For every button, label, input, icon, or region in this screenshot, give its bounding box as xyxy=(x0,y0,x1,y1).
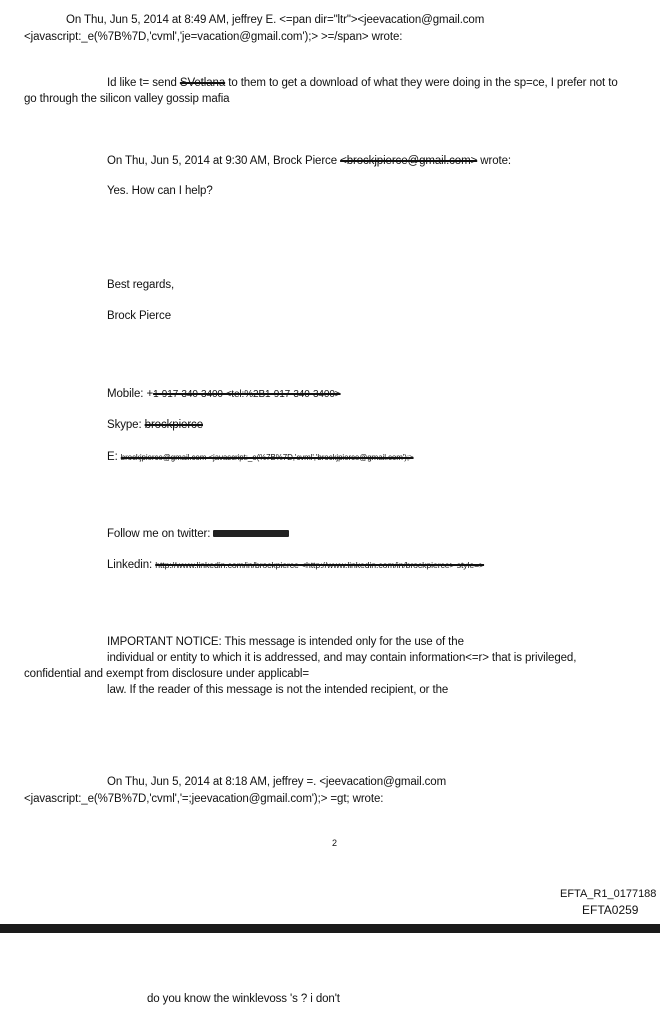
next-page-text: do you know the winklevoss 's ? i don't xyxy=(147,993,340,1005)
email-label: E: xyxy=(107,451,121,463)
redacted-linkedin: http://www.linkedin.com/in/brockpierce <http://www.linkedin.com/in/brockpierce> style=> xyxy=(155,560,485,570)
bates-number-2: EFTA0259 xyxy=(582,903,639,917)
redacted-twitter-handle xyxy=(213,530,289,537)
signature-name: Brock Pierce xyxy=(107,310,171,322)
linkedin-label: Linkedin: xyxy=(107,559,156,571)
contact-twitter xyxy=(107,527,289,541)
twitter-label: Follow me on twitter: xyxy=(107,528,214,540)
mobile-label: Mobile: + xyxy=(107,388,154,400)
email1-header-line1: On Thu, Jun 5, 2014 at 8:49 AM, jeffrey E. <=pan dir="ltr"><jeevacation@gmail.com xyxy=(66,14,485,26)
contact-skype xyxy=(107,418,203,432)
redacted-mobile: 1-917-340-3400 <tel:%2B1-917-340-3400> xyxy=(153,389,341,400)
email3-header-line1: On Thu, Jun 5, 2014 at 8:18 AM, jeffrey =. <jeevacation@gmail.com xyxy=(107,776,447,788)
email1-body-line2: go through the silicon valley gossip mafia xyxy=(24,93,230,105)
notice-line1: IMPORTANT NOTICE: This message is intended only for the use of the xyxy=(107,636,464,648)
redacted-name: SVetlana xyxy=(179,77,226,89)
notice-line2: individual or entity to which it is addressed, and may contain information<=r> that is privileged, xyxy=(107,652,577,664)
signature-regards: Best regards, xyxy=(107,279,175,291)
notice-line3: confidential and exempt from disclosure under applicabl= xyxy=(24,668,309,680)
redacted-email: <brockjpierce@gmail.com> xyxy=(340,155,478,167)
email2-header-prefix: On Thu, Jun 5, 2014 at 9:30 AM, Brock Pierce xyxy=(107,155,341,167)
skype-label: Skype: xyxy=(107,419,145,431)
contact-linkedin xyxy=(107,558,484,572)
email3-header-line2: <javascript:_e(%7B%7D,'cvml','=;jeevacation@gmail.com');> =gt; wrote: xyxy=(24,793,384,805)
bates-number-1: EFTA_R1_0177188 xyxy=(560,888,657,900)
email2-body: Yes. How can I help? xyxy=(107,185,213,197)
contact-mobile xyxy=(107,387,341,402)
redacted-skype: brockpierce xyxy=(144,419,203,431)
page-separator xyxy=(0,924,660,933)
email1-header-line2: <javascript:_e(%7B%7D,'cvml','je=vacation@gmail.com');> >=/span> wrote: xyxy=(24,31,403,43)
page-number: 2 xyxy=(332,838,337,848)
email2-header-suffix: wrote: xyxy=(477,155,512,167)
redacted-contact-email: brockjpierce@gmail.com <javascript:_e(%7B%7D,'cvml','brockjpierce@gmail.com');> xyxy=(120,453,414,462)
email2-header xyxy=(107,154,511,168)
notice-line4: law. If the reader of this message is not the intended recipient, or the xyxy=(107,684,449,696)
email1-body-line1 xyxy=(107,76,618,90)
contact-email xyxy=(107,450,414,465)
email1-body-prefix: Id like t= send xyxy=(107,77,180,89)
email1-body-suffix: to them to get a download of what they were doing in the sp=ce, I prefer not to xyxy=(225,77,618,89)
